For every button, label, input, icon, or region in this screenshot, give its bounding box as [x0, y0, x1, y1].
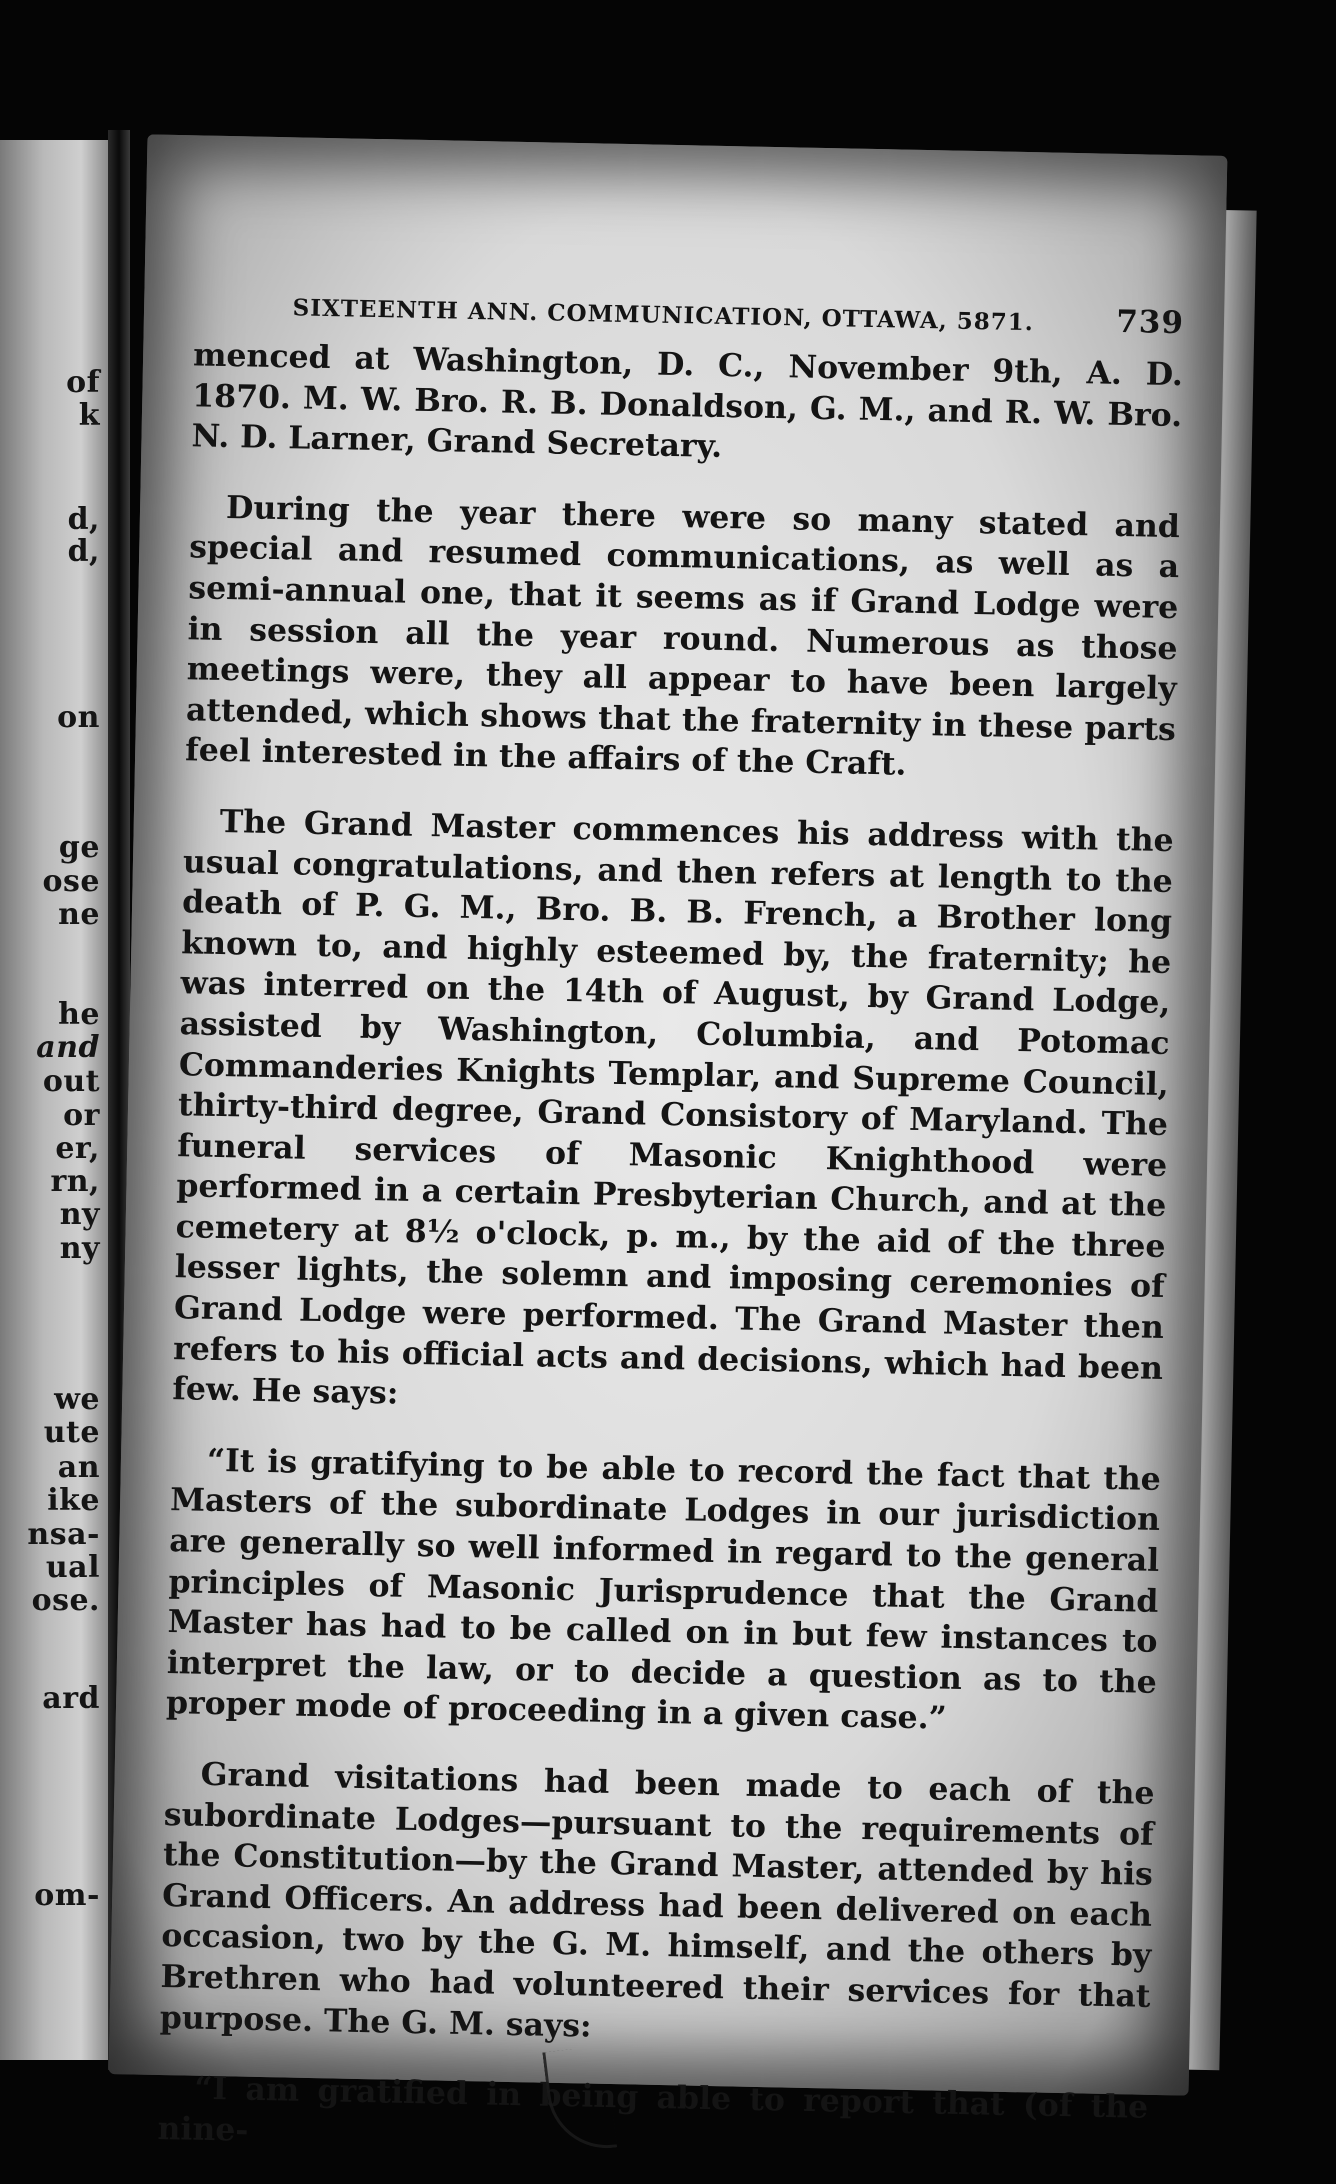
left-page-fragment: out — [42, 1064, 100, 1099]
left-page-fragment: rn, — [50, 1164, 100, 1199]
running-head — [194, 285, 1185, 341]
left-page-fragment: and — [36, 1030, 100, 1065]
left-page-fragment: ny — [59, 1231, 100, 1266]
running-head-title: SIXTEENTH ANN. COMMUNICATION, OTTAWA, 5871. — [292, 294, 1035, 337]
paragraph: menced at Washington, D. C., November 9th, A. D. 1870. M. W. Bro. R. B. Donaldson, G. M., and R. W. Bro. N. D. Larner, Grand Secretary. — [191, 336, 1184, 466]
paragraph: During the year there were so many stated and special and resumed communications, as well as a semi-annual one, that it seems as if Grand Lodge were in session all the year round. Numerous as those meetings were, they all appear to have been largely attended, which shows that the fraternity in these parts feel interested in the affairs of the Craft. — [184, 488, 1181, 784]
left-page-fragment: ard — [42, 1681, 100, 1716]
paragraph: Grand visitations had been made to each of the subordinate Lodges—pursuant to the requirements of the Constitution—by the Grand Master, attended by his Grand Officers. An address had been delivered on each occasion, two by the G. M. himself, and the others by Brethren who had volunteered their services for that purpose. The G. M. says: — [159, 1755, 1155, 2045]
left-page-fragment: of — [66, 365, 100, 400]
left-page-fragment: ge — [58, 830, 100, 865]
left-page-margin — [0, 140, 108, 2060]
left-page-fragment: ose. — [31, 1583, 100, 1618]
left-page-fragment: d, — [67, 502, 100, 537]
left-page-fragment: nsa- — [27, 1517, 100, 1552]
left-page-fragment: d, — [67, 534, 100, 569]
left-page-fragment: we — [54, 1382, 100, 1417]
left-page-fragment: or — [63, 1098, 100, 1133]
block-quote: “I am gratified in being able to report that (of the nine- — [157, 2069, 1149, 2149]
left-page-fragment: ike — [47, 1483, 100, 1518]
paragraph: The Grand Master commences his address with the usual congratulations, and then refers at length to the death of P. G. M., Bro. B. B. French, a Brother long known to, and highly esteemed by, the fraternity; he was interred on the 14th of August, by Grand Lodge, assisted by Washington, Columbia, and Potomac Commanderies Knights Templar, and Supreme Council, thirty-third degree, Grand Consistory of Maryland. The funeral services of Masonic Knighthood were performed in a certain Presbyterian Church, and at the cemetery at 8½ o'clock, p. m., by the aid of the three lesser lights, the solemn and imposing ceremonies of Grand Lodge were performed. The Grand Master then refers to his official acts and decisions, which had been few. He says: — [172, 802, 1174, 1412]
left-page-fragment: ute — [43, 1415, 100, 1450]
left-page-fragment: an — [57, 1450, 100, 1485]
left-page-fragment: k — [78, 398, 100, 433]
left-page-fragment: ne — [58, 897, 100, 932]
left-page-fragment: he — [58, 997, 100, 1032]
book-page — [109, 134, 1228, 2149]
left-page-fragment: ual — [45, 1550, 100, 1585]
left-page-fragment: ose — [42, 864, 100, 899]
left-page-fragment: on — [57, 700, 100, 735]
page-number: 739 — [1115, 303, 1185, 342]
left-page-fragment: er, — [55, 1131, 100, 1166]
left-page-fragment: ny — [59, 1197, 100, 1232]
block-quote: “It is gratifying to be able to record the fact that the Masters of the subordinate Lodges in our jurisdiction are generally so well informed in regard to the general principles of Masonic Jurisprudence that the Grand Master has had to be called on in but few instances to interpret the law, or to decide a question as to the proper mode of proceeding in a given case.” — [165, 1441, 1162, 1738]
page-content — [157, 285, 1184, 2169]
left-page-fragment: om- — [34, 1878, 100, 1913]
